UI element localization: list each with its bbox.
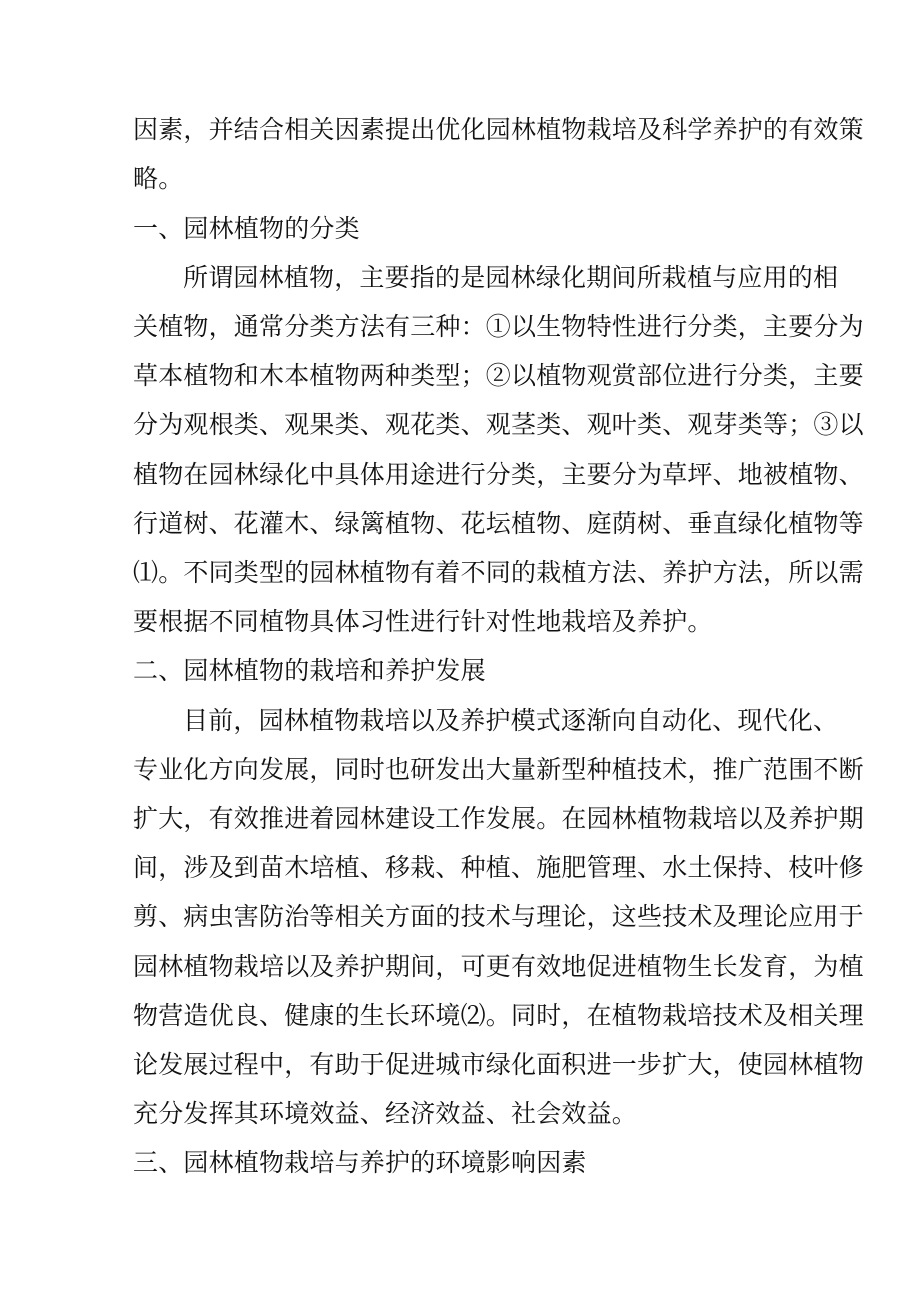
- body-text-line: 园林植物栽培以及养护期间，可更有效地促进植物生长发育，为植: [133, 952, 864, 981]
- body-text-line: 所谓园林植物，主要指的是园林绿化期间所栽植与应用的相: [183, 263, 839, 292]
- body-text-line: 草本植物和木本植物两种类型；②以植物观赏部位进行分类，主要: [133, 361, 864, 390]
- body-text-line: 行道树、花灌木、绿篱植物、花坛植物、庭荫树、垂直绿化植物等: [133, 509, 864, 538]
- body-text-line: 间，涉及到苗木培植、移栽、种植、施肥管理、水土保持、枝叶修: [133, 853, 864, 882]
- body-text-line: ⑴。不同类型的园林植物有着不同的栽植方法、养护方法，所以需: [133, 558, 864, 587]
- body-text-line: 目前，园林植物栽培以及养护模式逐渐向自动化、现代化、: [183, 706, 839, 735]
- body-text-line: 因素，并结合相关因素提出优化园林植物栽培及科学养护的有效策: [133, 115, 864, 144]
- body-text-line: 关植物，通常分类方法有三种：①以生物特性进行分类，主要分为: [133, 312, 864, 341]
- body-text-line: 要根据不同植物具体习性进行针对性地栽培及养护。: [133, 607, 713, 636]
- body-text-line: 论发展过程中，有助于促进城市绿化面积进一步扩大，使园林植物: [133, 1050, 864, 1079]
- section-heading-3: 三、园林植物栽培与养护的环境影响因素: [133, 1148, 587, 1177]
- body-text-line: 分为观根类、观果类、观花类、观茎类、观叶类、观芽类等；③以: [133, 410, 864, 439]
- body-text-line: 剪、病虫害防治等相关方面的技术与理论，这些技术及理论应用于: [133, 902, 864, 931]
- body-text-line: 充分发挥其环境效益、经济效益、社会效益。: [133, 1099, 638, 1128]
- section-heading-1: 一、园林植物的分类: [133, 214, 360, 243]
- body-text-line: 扩大，有效推进着园林建设工作发展。在园林植物栽培以及养护期: [133, 804, 864, 833]
- body-text-line: 专业化方向发展，同时也研发出大量新型种植技术，推广范围不断: [133, 755, 864, 784]
- body-text-line: 物营造优良、健康的生长环境⑵。同时，在植物栽培技术及相关理: [133, 1001, 864, 1030]
- section-heading-2: 二、园林植物的栽培和养护发展: [133, 656, 486, 685]
- body-text-line: 略。: [133, 164, 184, 193]
- body-text-line: 植物在园林绿化中具体用途进行分类，主要分为草坪、地被植物、: [133, 460, 864, 489]
